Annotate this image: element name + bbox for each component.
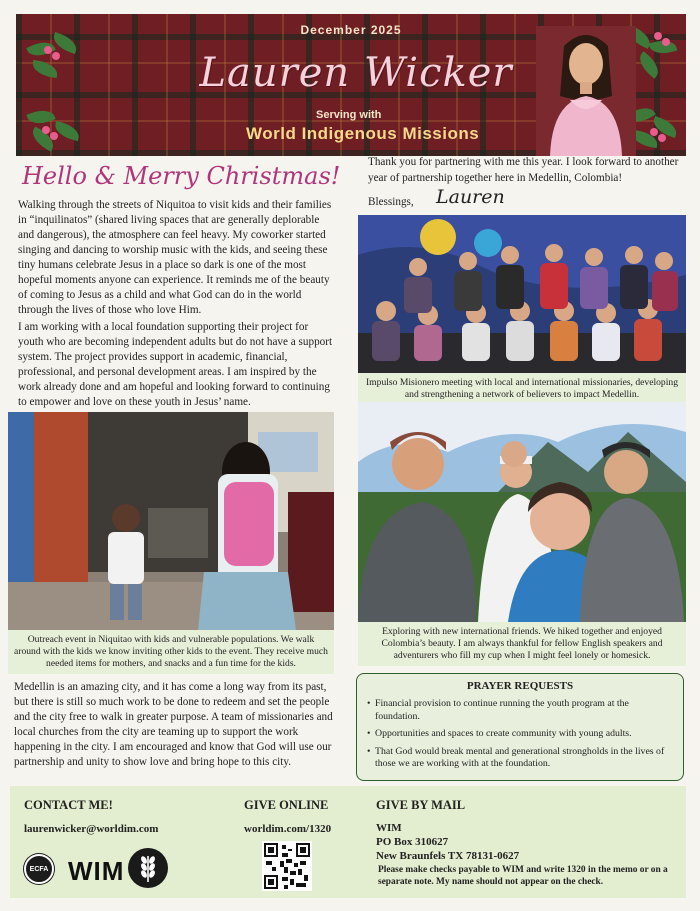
- qr-code[interactable]: [262, 841, 312, 891]
- group-meeting-caption: Impulso Misionero meeting with local and international missionaries, developing and strengthening a network of believers to impact Medellin.: [358, 373, 686, 405]
- outreach-photo: [8, 412, 334, 630]
- give-online-link[interactable]: worldim.com/1320: [244, 823, 332, 835]
- missionary-name: Lauren Wicker: [199, 50, 513, 96]
- medellin-paragraph: Medellin is an amazing city, and it has come a long way from its past, but there is still so much work to be done to redeem and set the people and the city free to walk in greater purpose. A team of missionaries and local churches from the city are teaming up to support the work happening in the city. I am encouraged and know that God will use our partnership and unity to show love and bring hope to this city.: [14, 681, 333, 768]
- prayer-requests-box: [356, 673, 684, 781]
- address-line: New Braunfels TX 78131-0627: [376, 850, 520, 862]
- signature: Lauren: [436, 186, 505, 208]
- hiking-selfie-photo: [358, 402, 686, 622]
- giving-footer: [10, 786, 686, 898]
- give-online-title: GIVE ONLINE: [244, 798, 329, 812]
- hiking-caption: Exploring with new international friends. We hiked together and enjoyed Colombia’s beauty. I am always thankful for fellow English speakers and adventurers who fill my cup when I might feel lonely or homesick.: [358, 622, 686, 666]
- holly-decoration-left: [22, 28, 92, 148]
- prayer-requests-list: [367, 698, 673, 771]
- give-by-mail-title: GIVE BY MAIL: [376, 798, 466, 812]
- address-line: WIM: [376, 822, 402, 834]
- prayer-item: • Financial provision to continue running the youth program at the foundation.: [367, 698, 673, 723]
- address-line: PO Box 310627: [376, 836, 449, 848]
- contact-title: CONTACT ME!: [24, 798, 113, 812]
- prayer-requests-title: PRAYER REQUESTS: [466, 680, 574, 692]
- prayer-item: • Opportunities and spaces to create community with young adults.: [367, 728, 673, 741]
- outreach-photo-caption: Outreach event in Niquitao with kids and vulnerable populations. We walk around with the kids we know inviting other kids to the event. They receive much needed items for mothers, and snacks and a fun time for the kids.: [8, 630, 334, 674]
- header-banner: [16, 14, 686, 156]
- intro-paragraph: Walking through the streets of Niquitoa to visit kids and their families in “inquilinatos” (shared living spaces that are generally deplorable and dangerous), the atmosphere can feel heavy. My coworker started singing and dancing to worship music with the kids, and seeing these tiny humans celebrate Jesus in a place so dark is one of the most hopeful moments anyone can experience. It reminds me of the beauty of coming to Jesus as a child and what God can do in the world through the lives of those who love Him.: [18, 199, 332, 316]
- prayer-item: • That God would break mental and generational strongholds in the lives of those we are working with at the foundation.: [367, 746, 673, 771]
- serving-with-label: Serving with: [316, 109, 382, 121]
- portrait-photo: [536, 26, 636, 156]
- thank-you-text: Thank you for partnering with me this year. I look forward to another year of partnership together here in Medellin, Colombia!: [368, 156, 679, 184]
- check-instructions: Please make checks payable to WIM and write 1320 in the memo or on a separate note. My name should not appear on the check.: [378, 865, 668, 887]
- greeting-heading: Hello & Merry Christmas!: [22, 162, 341, 190]
- foundation-paragraph: I am working with a local foundation supporting their project for youth who are becoming independent adults but do not have a support system. The project provides support in academic, financial, professional, and personal development areas. I am inspired by the work already done and am hopeful and looking forward to continuing to empower and love on these youth in Jesus’ name.: [18, 321, 333, 408]
- ecfa-logo: ECFA: [24, 854, 54, 884]
- closing-blessings: Blessings,: [368, 196, 414, 208]
- newsletter-date: December 2025: [300, 23, 402, 37]
- contact-email-link[interactable]: laurenwicker@worldim.com: [24, 823, 159, 835]
- wheat-icon: [128, 848, 168, 888]
- organization-name: World Indigenous Missions: [246, 124, 480, 143]
- group-meeting-photo: [358, 215, 686, 373]
- wim-logo: WIM: [68, 856, 125, 886]
